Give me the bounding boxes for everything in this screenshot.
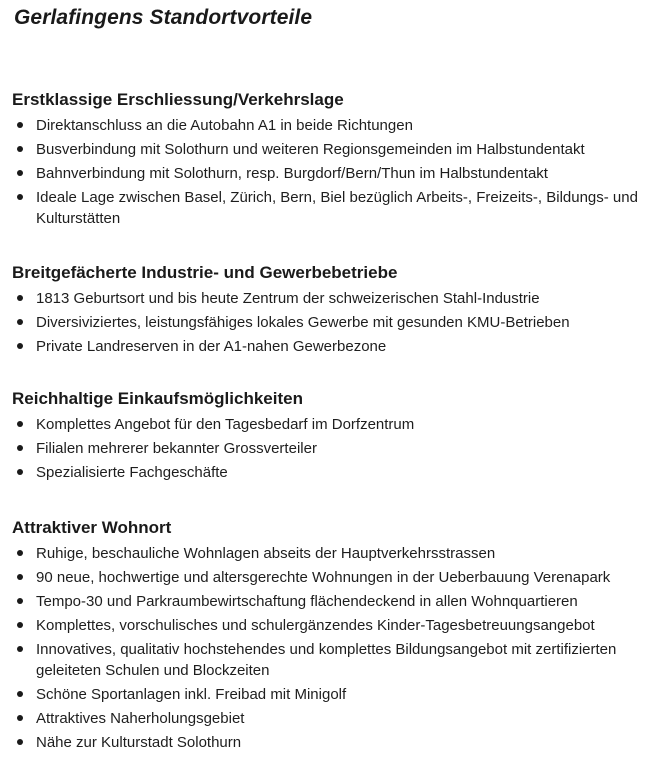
bullet-icon [17, 319, 23, 325]
bullet-list [12, 115, 657, 229]
bullet-list [12, 288, 657, 357]
bullet-icon [17, 646, 23, 652]
bullet-icon [17, 445, 23, 451]
list-item: Innovatives, qualitativ hochstehendes und komplettes Bildungsangebot mit zertifizierten geleiteten Schulen und Blockzeiten [12, 639, 657, 681]
list-item: Spezialisierte Fachgeschäfte [12, 462, 657, 483]
section-heading: Breitgefächerte Industrie- und Gewerbebetriebe [12, 263, 398, 282]
bullet-icon [17, 343, 23, 349]
section-wohnort [12, 517, 657, 756]
list-item: 90 neue, hochwertige und altersgerechte Wohnungen in der Ueberbauung Verenapark [12, 567, 657, 588]
section-industrie [12, 262, 657, 360]
section-heading: Erstklassige Erschliessung/Verkehrslage [12, 90, 344, 109]
section-verkehrslage [12, 89, 657, 232]
list-item: Bahnverbindung mit Solothurn, resp. Burgdorf/Bern/Thun im Halbstundentakt [12, 163, 657, 184]
bullet-icon [17, 170, 23, 176]
bullet-icon [17, 550, 23, 556]
list-item: Filialen mehrerer bekannter Grossverteiler [12, 438, 657, 459]
list-item: 1813 Geburtsort und bis heute Zentrum der schweizerischen Stahl-Industrie [12, 288, 657, 309]
bullet-list [12, 414, 657, 483]
bullet-icon [17, 739, 23, 745]
section-einkauf [12, 388, 657, 486]
bullet-icon [17, 421, 23, 427]
list-item: Komplettes, vorschulisches und schulergänzendes Kinder-Tagesbetreuungsangebot [12, 615, 657, 636]
bullet-icon [17, 691, 23, 697]
bullet-icon [17, 295, 23, 301]
list-item: Ruhige, beschauliche Wohnlagen abseits der Hauptverkehrsstrassen [12, 543, 657, 564]
list-item: Busverbindung mit Solothurn und weiteren Regionsgemeinden im Halbstundentakt [12, 139, 657, 160]
bullet-icon [17, 194, 23, 200]
bullet-list [12, 543, 657, 753]
section-heading: Reichhaltige Einkaufsmöglichkeiten [12, 389, 303, 408]
bullet-icon [17, 715, 23, 721]
bullet-icon [17, 146, 23, 152]
list-item: Diversiviziertes, leistungsfähiges lokales Gewerbe mit gesunden KMU-Betrieben [12, 312, 657, 333]
bullet-icon [17, 598, 23, 604]
document-title: Gerlafingens Standortvorteile [14, 6, 313, 29]
list-item: Direktanschluss an die Autobahn A1 in beide Richtungen [12, 115, 657, 136]
list-item: Ideale Lage zwischen Basel, Zürich, Bern, Biel bezüglich Arbeits-, Freizeits-, Bildungs- und Kulturstätten [12, 187, 657, 229]
bullet-icon [17, 574, 23, 580]
list-item: Private Landreserven in der A1-nahen Gewerbezone [12, 336, 657, 357]
list-item: Schöne Sportanlagen inkl. Freibad mit Minigolf [12, 684, 657, 705]
list-item: Komplettes Angebot für den Tagesbedarf im Dorfzentrum [12, 414, 657, 435]
section-heading: Attraktiver Wohnort [12, 518, 172, 537]
list-item: Tempo-30 und Parkraumbewirtschaftung flächendeckend in allen Wohnquartieren [12, 591, 657, 612]
list-item: Nähe zur Kulturstadt Solothurn [12, 732, 657, 753]
bullet-icon [17, 469, 23, 475]
list-item: Attraktives Naherholungsgebiet [12, 708, 657, 729]
bullet-icon [17, 622, 23, 628]
bullet-icon [17, 122, 23, 128]
